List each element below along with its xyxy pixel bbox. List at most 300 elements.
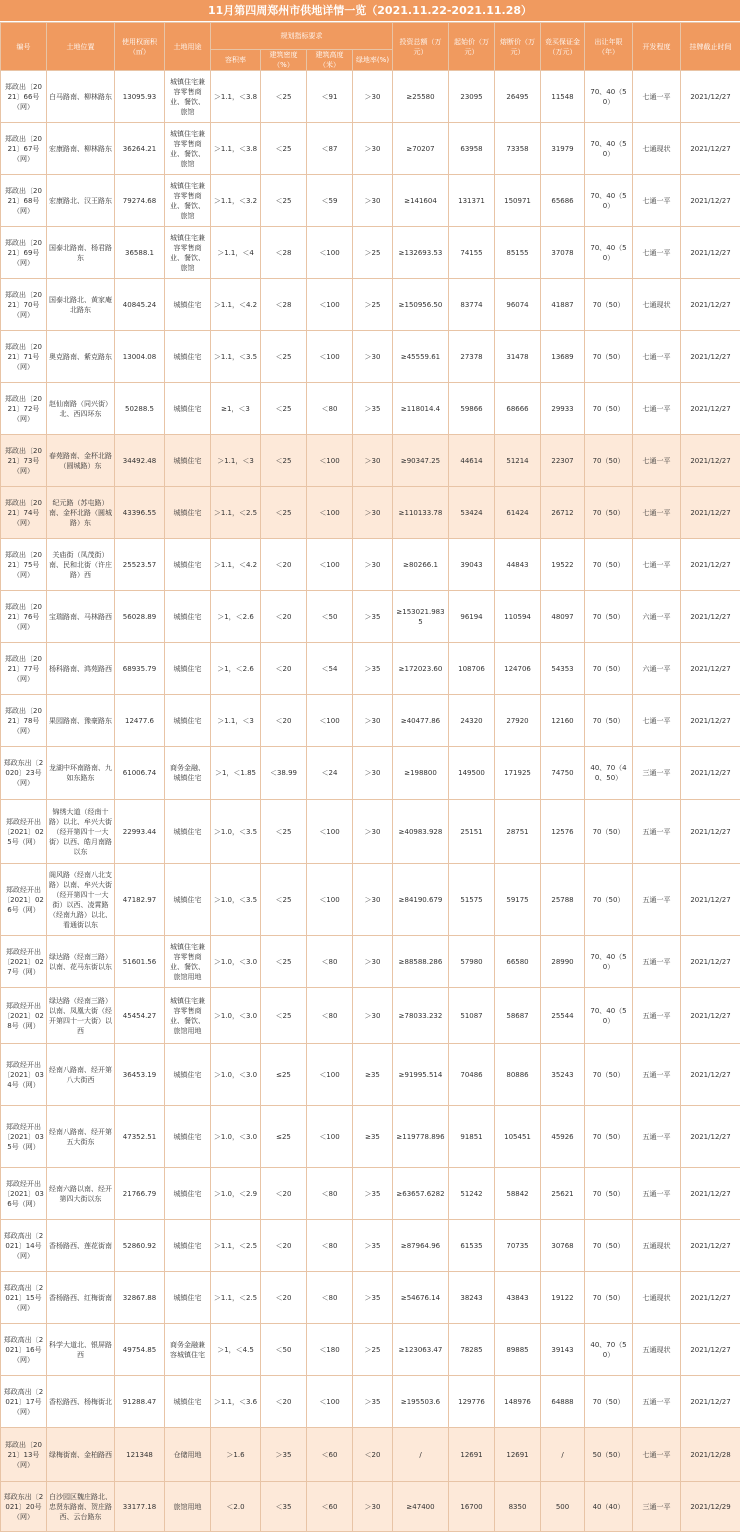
cell-far: ≥1，＜3 [211, 383, 261, 435]
cell-use: 仓储用地 [165, 1428, 211, 1482]
cell-density: ＜25 [261, 383, 307, 435]
table-row [1, 1376, 740, 1428]
cell-location: 宏康路北、汉王路东 [47, 175, 115, 227]
cell-start-price: 39043 [449, 539, 495, 591]
cell-location: 白沙园区魏庄路北、忠贤东路南、贺庄路西、云台路东 [47, 1482, 115, 1532]
cell-dev: 七通一平 [633, 539, 681, 591]
cell-far: ＞1.1，＜4.2 [211, 539, 261, 591]
cell-far: ＞1.1，＜3 [211, 695, 261, 747]
cell-investment: ≥47400 [393, 1482, 449, 1532]
cell-density: ＜20 [261, 1168, 307, 1220]
cell-id: 郑政出〔2021〕66号（网） [1, 71, 47, 123]
cell-deadline: 2021/12/27 [681, 1324, 740, 1376]
cell-deadline: 2021/12/27 [681, 1376, 740, 1428]
cell-density: ＜25 [261, 487, 307, 539]
cell-investment: ≥87964.96 [393, 1220, 449, 1272]
table-row [1, 1106, 740, 1168]
cell-far: ＞1.1，＜4.2 [211, 279, 261, 331]
cell-id: 郑政出〔2021〕73号（网） [1, 435, 47, 487]
header-deadline: 挂牌截止时间 [681, 23, 740, 71]
cell-deadline: 2021/12/27 [681, 864, 740, 936]
cell-deadline: 2021/12/27 [681, 1106, 740, 1168]
cell-deadline: 2021/12/27 [681, 279, 740, 331]
cell-id: 郑政经开出〔2021〕026号（网） [1, 864, 47, 936]
cell-green: ＞25 [353, 1324, 393, 1376]
cell-investment: ≥54676.14 [393, 1272, 449, 1324]
header-deposit: 竞买保证金（万元） [541, 23, 585, 71]
cell-density: ＜25 [261, 800, 307, 864]
land-supply-table [0, 22, 740, 1532]
cell-green: ＞30 [353, 864, 393, 936]
cell-use: 城镇住宅兼容零售商业、餐饮、旅馆 [165, 175, 211, 227]
cell-investment: ≥110133.78 [393, 487, 449, 539]
cell-location: 赵仙南路（同兴街）北、西四环东 [47, 383, 115, 435]
cell-dev: 七通一平 [633, 695, 681, 747]
cell-years: 70、40（50） [585, 123, 633, 175]
cell-use: 城镇住宅 [165, 1376, 211, 1428]
cell-density: ＜38.99 [261, 747, 307, 800]
cell-dev: 七通一平 [633, 71, 681, 123]
cell-fuse-price: 148976 [495, 1376, 541, 1428]
cell-far: ＞1.1，＜3 [211, 435, 261, 487]
cell-years: 70、40（50） [585, 227, 633, 279]
cell-area: 47352.51 [115, 1106, 165, 1168]
cell-height: ＜80 [307, 988, 353, 1044]
cell-area: 34492.48 [115, 435, 165, 487]
cell-deposit: 25544 [541, 988, 585, 1044]
cell-id: 郑政出〔2021〕72号（网） [1, 383, 47, 435]
cell-density: ≤25 [261, 1044, 307, 1106]
cell-fuse-price: 44843 [495, 539, 541, 591]
cell-start-price: 27378 [449, 331, 495, 383]
cell-far: ＞1.0，＜3.0 [211, 1044, 261, 1106]
cell-use: 商务金融、城镇住宅 [165, 747, 211, 800]
cell-area: 12477.6 [115, 695, 165, 747]
cell-use: 城镇住宅 [165, 591, 211, 643]
cell-far: ＞1.1，＜3.8 [211, 123, 261, 175]
cell-density: ＜20 [261, 591, 307, 643]
cell-years: 70（50） [585, 487, 633, 539]
cell-start-price: 74155 [449, 227, 495, 279]
cell-years: 70（50） [585, 331, 633, 383]
cell-dev: 七通现状 [633, 123, 681, 175]
cell-years: 70、40（50） [585, 71, 633, 123]
cell-investment: ≥153021.9835 [393, 591, 449, 643]
cell-location: 绿达路（经南三路）以南、凤凰大街（经开第四十一大街）以西 [47, 988, 115, 1044]
cell-fuse-price: 26495 [495, 71, 541, 123]
cell-years: 70（50） [585, 1044, 633, 1106]
cell-years: 70（50） [585, 800, 633, 864]
cell-investment: ≥63657.6282 [393, 1168, 449, 1220]
cell-fuse-price: 28751 [495, 800, 541, 864]
cell-height: ＜100 [307, 487, 353, 539]
cell-investment: ≥132693.53 [393, 227, 449, 279]
cell-deposit: 12576 [541, 800, 585, 864]
cell-use: 城镇住宅 [165, 1106, 211, 1168]
cell-density: ＜25 [261, 988, 307, 1044]
cell-start-price: 108706 [449, 643, 495, 695]
cell-id: 郑政出〔2021〕67号（网） [1, 123, 47, 175]
table-row [1, 539, 740, 591]
cell-deadline: 2021/12/27 [681, 936, 740, 988]
cell-start-price: 131371 [449, 175, 495, 227]
header-density: 建筑密度（%） [261, 50, 307, 71]
cell-height: ＜100 [307, 695, 353, 747]
cell-height: ＜50 [307, 591, 353, 643]
cell-deposit: 19522 [541, 539, 585, 591]
cell-id: 郑政经开出〔2021〕034号（网） [1, 1044, 47, 1106]
cell-fuse-price: 105451 [495, 1106, 541, 1168]
cell-far: ＞1.1，＜2.5 [211, 1272, 261, 1324]
table-row [1, 1272, 740, 1324]
cell-dev: 五通一平 [633, 864, 681, 936]
cell-green: ＞30 [353, 435, 393, 487]
cell-use: 城镇住宅 [165, 864, 211, 936]
cell-height: ＜100 [307, 539, 353, 591]
cell-years: 70（50） [585, 435, 633, 487]
cell-deadline: 2021/12/27 [681, 331, 740, 383]
cell-fuse-price: 124706 [495, 643, 541, 695]
cell-area: 61006.74 [115, 747, 165, 800]
cell-fuse-price: 8350 [495, 1482, 541, 1532]
cell-deadline: 2021/12/27 [681, 1044, 740, 1106]
cell-dev: 五通一平 [633, 1168, 681, 1220]
cell-dev: 七通一平 [633, 175, 681, 227]
cell-use: 城镇住宅 [165, 487, 211, 539]
cell-start-price: 149500 [449, 747, 495, 800]
cell-fuse-price: 66580 [495, 936, 541, 988]
cell-density: ＜28 [261, 279, 307, 331]
cell-far: ＞1.1，＜3.6 [211, 1376, 261, 1428]
table-row [1, 695, 740, 747]
cell-fuse-price: 150971 [495, 175, 541, 227]
cell-green: ＞30 [353, 800, 393, 864]
cell-years: 70（50） [585, 1272, 633, 1324]
cell-deadline: 2021/12/27 [681, 539, 740, 591]
cell-dev: 七通一平 [633, 487, 681, 539]
cell-investment: ≥118014.4 [393, 383, 449, 435]
cell-density: ＜25 [261, 864, 307, 936]
cell-density: ＜28 [261, 227, 307, 279]
cell-investment: ≥119778.896 [393, 1106, 449, 1168]
cell-far: ＞1.0，＜3.5 [211, 864, 261, 936]
cell-use: 旅馆用地 [165, 1482, 211, 1532]
cell-deadline: 2021/12/27 [681, 71, 740, 123]
cell-use: 城镇住宅兼容零售商业、餐饮、旅馆用地 [165, 936, 211, 988]
cell-id: 郑政出〔2021〕77号（网） [1, 643, 47, 695]
cell-years: 70（50） [585, 1220, 633, 1272]
cell-deposit: 31979 [541, 123, 585, 175]
cell-id: 郑政高出〔2021〕14号（网） [1, 1220, 47, 1272]
cell-location: 香杨路西、红梅街南 [47, 1272, 115, 1324]
cell-dev: 七通一平 [633, 1428, 681, 1482]
cell-height: ＜80 [307, 1168, 353, 1220]
cell-id: 郑政经开出〔2021〕025号（网） [1, 800, 47, 864]
cell-years: 70（50） [585, 1106, 633, 1168]
cell-fuse-price: 58842 [495, 1168, 541, 1220]
cell-deposit: 48097 [541, 591, 585, 643]
cell-investment: ≥70207 [393, 123, 449, 175]
cell-years: 70（50） [585, 383, 633, 435]
header-dev: 开发程度 [633, 23, 681, 71]
cell-density: ＜50 [261, 1324, 307, 1376]
cell-density: ＜35 [261, 1482, 307, 1532]
cell-area: 36264.21 [115, 123, 165, 175]
cell-density: ＞35 [261, 1428, 307, 1482]
table-row [1, 71, 740, 123]
table-row [1, 1428, 740, 1482]
cell-deposit: 28990 [541, 936, 585, 988]
cell-far: ＞1.0，＜2.9 [211, 1168, 261, 1220]
table-row [1, 936, 740, 988]
cell-investment: ≥78033.232 [393, 988, 449, 1044]
cell-start-price: 24320 [449, 695, 495, 747]
cell-id: 郑政出〔2021〕69号（网） [1, 227, 47, 279]
cell-green: ＞35 [353, 1272, 393, 1324]
cell-fuse-price: 110594 [495, 591, 541, 643]
cell-height: ＜100 [307, 435, 353, 487]
cell-far: ＞1，＜2.6 [211, 643, 261, 695]
cell-area: 22993.44 [115, 800, 165, 864]
cell-use: 城镇住宅兼容零售商业、餐饮、旅馆 [165, 123, 211, 175]
cell-far: ＞1.1，＜3.2 [211, 175, 261, 227]
table-row [1, 1044, 740, 1106]
cell-years: 70（50） [585, 1168, 633, 1220]
cell-deadline: 2021/12/27 [681, 435, 740, 487]
cell-location: 杨科路南、鸿苑路西 [47, 643, 115, 695]
cell-dev: 五通现状 [633, 1220, 681, 1272]
cell-dev: 三通一平 [633, 1482, 681, 1532]
cell-height: ＜100 [307, 1106, 353, 1168]
cell-height: ＜24 [307, 747, 353, 800]
cell-area: 51601.56 [115, 936, 165, 988]
cell-deposit: 13689 [541, 331, 585, 383]
cell-density: ＜20 [261, 1220, 307, 1272]
header-area: 使用权面积（㎡） [115, 23, 165, 71]
cell-deadline: 2021/12/27 [681, 227, 740, 279]
cell-height: ＜100 [307, 1044, 353, 1106]
cell-start-price: 51242 [449, 1168, 495, 1220]
cell-density: ＜25 [261, 435, 307, 487]
cell-height: ＜100 [307, 331, 353, 383]
cell-location: 科学大道北、银屏路西 [47, 1324, 115, 1376]
table-row [1, 1482, 740, 1532]
cell-fuse-price: 80886 [495, 1044, 541, 1106]
cell-deposit: 19122 [541, 1272, 585, 1324]
cell-density: ＜20 [261, 695, 307, 747]
cell-years: 70（50） [585, 643, 633, 695]
cell-fuse-price: 58687 [495, 988, 541, 1044]
cell-green: ＞35 [353, 383, 393, 435]
cell-start-price: 78285 [449, 1324, 495, 1376]
cell-id: 郑政出〔2021〕71号（网） [1, 331, 47, 383]
cell-id: 郑政高出〔2021〕16号（网） [1, 1324, 47, 1376]
cell-deposit: 35243 [541, 1044, 585, 1106]
cell-dev: 五通一平 [633, 1106, 681, 1168]
cell-deadline: 2021/12/27 [681, 747, 740, 800]
cell-id: 郑政经开出〔2021〕027号（网） [1, 936, 47, 988]
cell-investment: ≥198800 [393, 747, 449, 800]
cell-density: ＜20 [261, 539, 307, 591]
cell-investment: ≥84190.679 [393, 864, 449, 936]
cell-years: 70（50） [585, 864, 633, 936]
cell-investment: ≥25580 [393, 71, 449, 123]
table-row [1, 1220, 740, 1272]
cell-investment: ≥40477.86 [393, 695, 449, 747]
cell-years: 40、70（50） [585, 1324, 633, 1376]
cell-green: ＞35 [353, 591, 393, 643]
cell-green: ＞30 [353, 331, 393, 383]
cell-dev: 五通现状 [633, 1324, 681, 1376]
cell-green: ＞25 [353, 227, 393, 279]
cell-deposit: 25788 [541, 864, 585, 936]
cell-dev: 六通一平 [633, 643, 681, 695]
table-row [1, 800, 740, 864]
cell-far: ＞1.1，＜2.5 [211, 487, 261, 539]
cell-location: 宝瑞路南、马林路西 [47, 591, 115, 643]
cell-fuse-price: 59175 [495, 864, 541, 936]
cell-start-price: 51087 [449, 988, 495, 1044]
cell-fuse-price: 89885 [495, 1324, 541, 1376]
cell-location: 阁风路（经南八北支路）以南、牟兴大街（经开第四十一大街）以西、凌霄路（经南九路）以北、看通街以东 [47, 864, 115, 936]
cell-start-price: 96194 [449, 591, 495, 643]
header-investment: 投资总额（万元） [393, 23, 449, 71]
cell-start-price: 91851 [449, 1106, 495, 1168]
cell-start-price: 16700 [449, 1482, 495, 1532]
cell-area: 56028.89 [115, 591, 165, 643]
cell-far: ＞1.0，＜3.5 [211, 800, 261, 864]
cell-use: 城镇住宅 [165, 1220, 211, 1272]
cell-far: ＞1.1，＜3.5 [211, 331, 261, 383]
cell-start-price: 59866 [449, 383, 495, 435]
cell-dev: 五通一平 [633, 800, 681, 864]
cell-location: 关庙街（凤茂街）南、民和北街（许庄路）西 [47, 539, 115, 591]
cell-deadline: 2021/12/28 [681, 1428, 740, 1482]
cell-deposit: 500 [541, 1482, 585, 1532]
cell-id: 郑政东出〔2021〕20号（网） [1, 1482, 47, 1532]
cell-area: 36453.19 [115, 1044, 165, 1106]
cell-id: 郑政出〔2021〕78号（网） [1, 695, 47, 747]
table-row [1, 383, 740, 435]
cell-green: ＞30 [353, 71, 393, 123]
cell-location: 国泰北路南、杨君路东 [47, 227, 115, 279]
cell-start-price: 51575 [449, 864, 495, 936]
cell-dev: 七通一平 [633, 383, 681, 435]
cell-height: ＜91 [307, 71, 353, 123]
cell-height: ＜87 [307, 123, 353, 175]
cell-density: ≤25 [261, 1106, 307, 1168]
cell-investment: ≥45559.61 [393, 331, 449, 383]
cell-years: 70、40（50） [585, 988, 633, 1044]
cell-deposit: 39143 [541, 1324, 585, 1376]
cell-green: ≥35 [353, 1044, 393, 1106]
cell-id: 郑政出〔2021〕75号（网） [1, 539, 47, 591]
table-row [1, 747, 740, 800]
cell-height: ＜54 [307, 643, 353, 695]
table-row [1, 864, 740, 936]
cell-area: 68935.79 [115, 643, 165, 695]
cell-years: 40、70（40、50） [585, 747, 633, 800]
cell-area: 36588.1 [115, 227, 165, 279]
cell-years: 50（50） [585, 1428, 633, 1482]
cell-deadline: 2021/12/27 [681, 383, 740, 435]
cell-far: ＞1.0，＜3.0 [211, 1106, 261, 1168]
cell-location: 锦绣大道（经南十路）以北、牟兴大街（经开第四十一大街）以西、皓月南路以东 [47, 800, 115, 864]
cell-green: ＜20 [353, 1428, 393, 1482]
cell-fuse-price: 96074 [495, 279, 541, 331]
cell-green: ＞30 [353, 487, 393, 539]
table-row [1, 1324, 740, 1376]
cell-years: 70、40（50） [585, 936, 633, 988]
cell-height: ＜80 [307, 936, 353, 988]
cell-use: 城镇住宅 [165, 539, 211, 591]
cell-start-price: 61535 [449, 1220, 495, 1272]
cell-dev: 三通一平 [633, 747, 681, 800]
cell-start-price: 44614 [449, 435, 495, 487]
cell-height: ＜180 [307, 1324, 353, 1376]
cell-density: ＜25 [261, 936, 307, 988]
cell-dev: 七通一平 [633, 435, 681, 487]
cell-height: ＜80 [307, 1220, 353, 1272]
cell-height: ＜80 [307, 383, 353, 435]
cell-deadline: 2021/12/27 [681, 591, 740, 643]
table-row [1, 487, 740, 539]
cell-id: 郑政出〔2021〕74号（网） [1, 487, 47, 539]
cell-area: 25523.57 [115, 539, 165, 591]
cell-fuse-price: 171925 [495, 747, 541, 800]
table-row [1, 175, 740, 227]
table-row [1, 643, 740, 695]
page-title: 11月第四周郑州市供地详情一览（2021.11.22-2021.11.28） [0, 0, 740, 22]
cell-deadline: 2021/12/27 [681, 988, 740, 1044]
header-location: 土地位置 [47, 23, 115, 71]
cell-height: ＜100 [307, 279, 353, 331]
cell-id: 郑政出〔2021〕13号（网） [1, 1428, 47, 1482]
header-height: 建筑高度（米） [307, 50, 353, 71]
cell-deposit: 25621 [541, 1168, 585, 1220]
cell-location: 龙湖中环南路南、九如东路东 [47, 747, 115, 800]
cell-deposit: 12160 [541, 695, 585, 747]
cell-location: 香松路西、杨梅街北 [47, 1376, 115, 1428]
cell-fuse-price: 70735 [495, 1220, 541, 1272]
cell-dev: 五通一平 [633, 988, 681, 1044]
table-row [1, 279, 740, 331]
cell-use: 城镇住宅 [165, 1044, 211, 1106]
cell-years: 70（50） [585, 1376, 633, 1428]
cell-area: 121348 [115, 1428, 165, 1482]
cell-years: 70、40（50） [585, 175, 633, 227]
cell-deposit: / [541, 1428, 585, 1482]
cell-deadline: 2021/12/27 [681, 695, 740, 747]
cell-use: 城镇住宅 [165, 643, 211, 695]
cell-investment: ≥40983.928 [393, 800, 449, 864]
cell-fuse-price: 73358 [495, 123, 541, 175]
cell-use: 城镇住宅 [165, 331, 211, 383]
header-plan-group: 规划指标要求 [211, 23, 393, 50]
cell-far: ＞1，＜4.5 [211, 1324, 261, 1376]
table-row [1, 1168, 740, 1220]
cell-height: ＜100 [307, 227, 353, 279]
cell-deposit: 30768 [541, 1220, 585, 1272]
cell-dev: 七通现状 [633, 279, 681, 331]
cell-use: 城镇住宅 [165, 435, 211, 487]
cell-green: ＞35 [353, 1168, 393, 1220]
cell-fuse-price: 12691 [495, 1428, 541, 1482]
cell-deadline: 2021/12/27 [681, 643, 740, 695]
cell-use: 城镇住宅 [165, 1168, 211, 1220]
cell-use: 商务金融兼容城镇住宅 [165, 1324, 211, 1376]
cell-use: 城镇住宅 [165, 383, 211, 435]
